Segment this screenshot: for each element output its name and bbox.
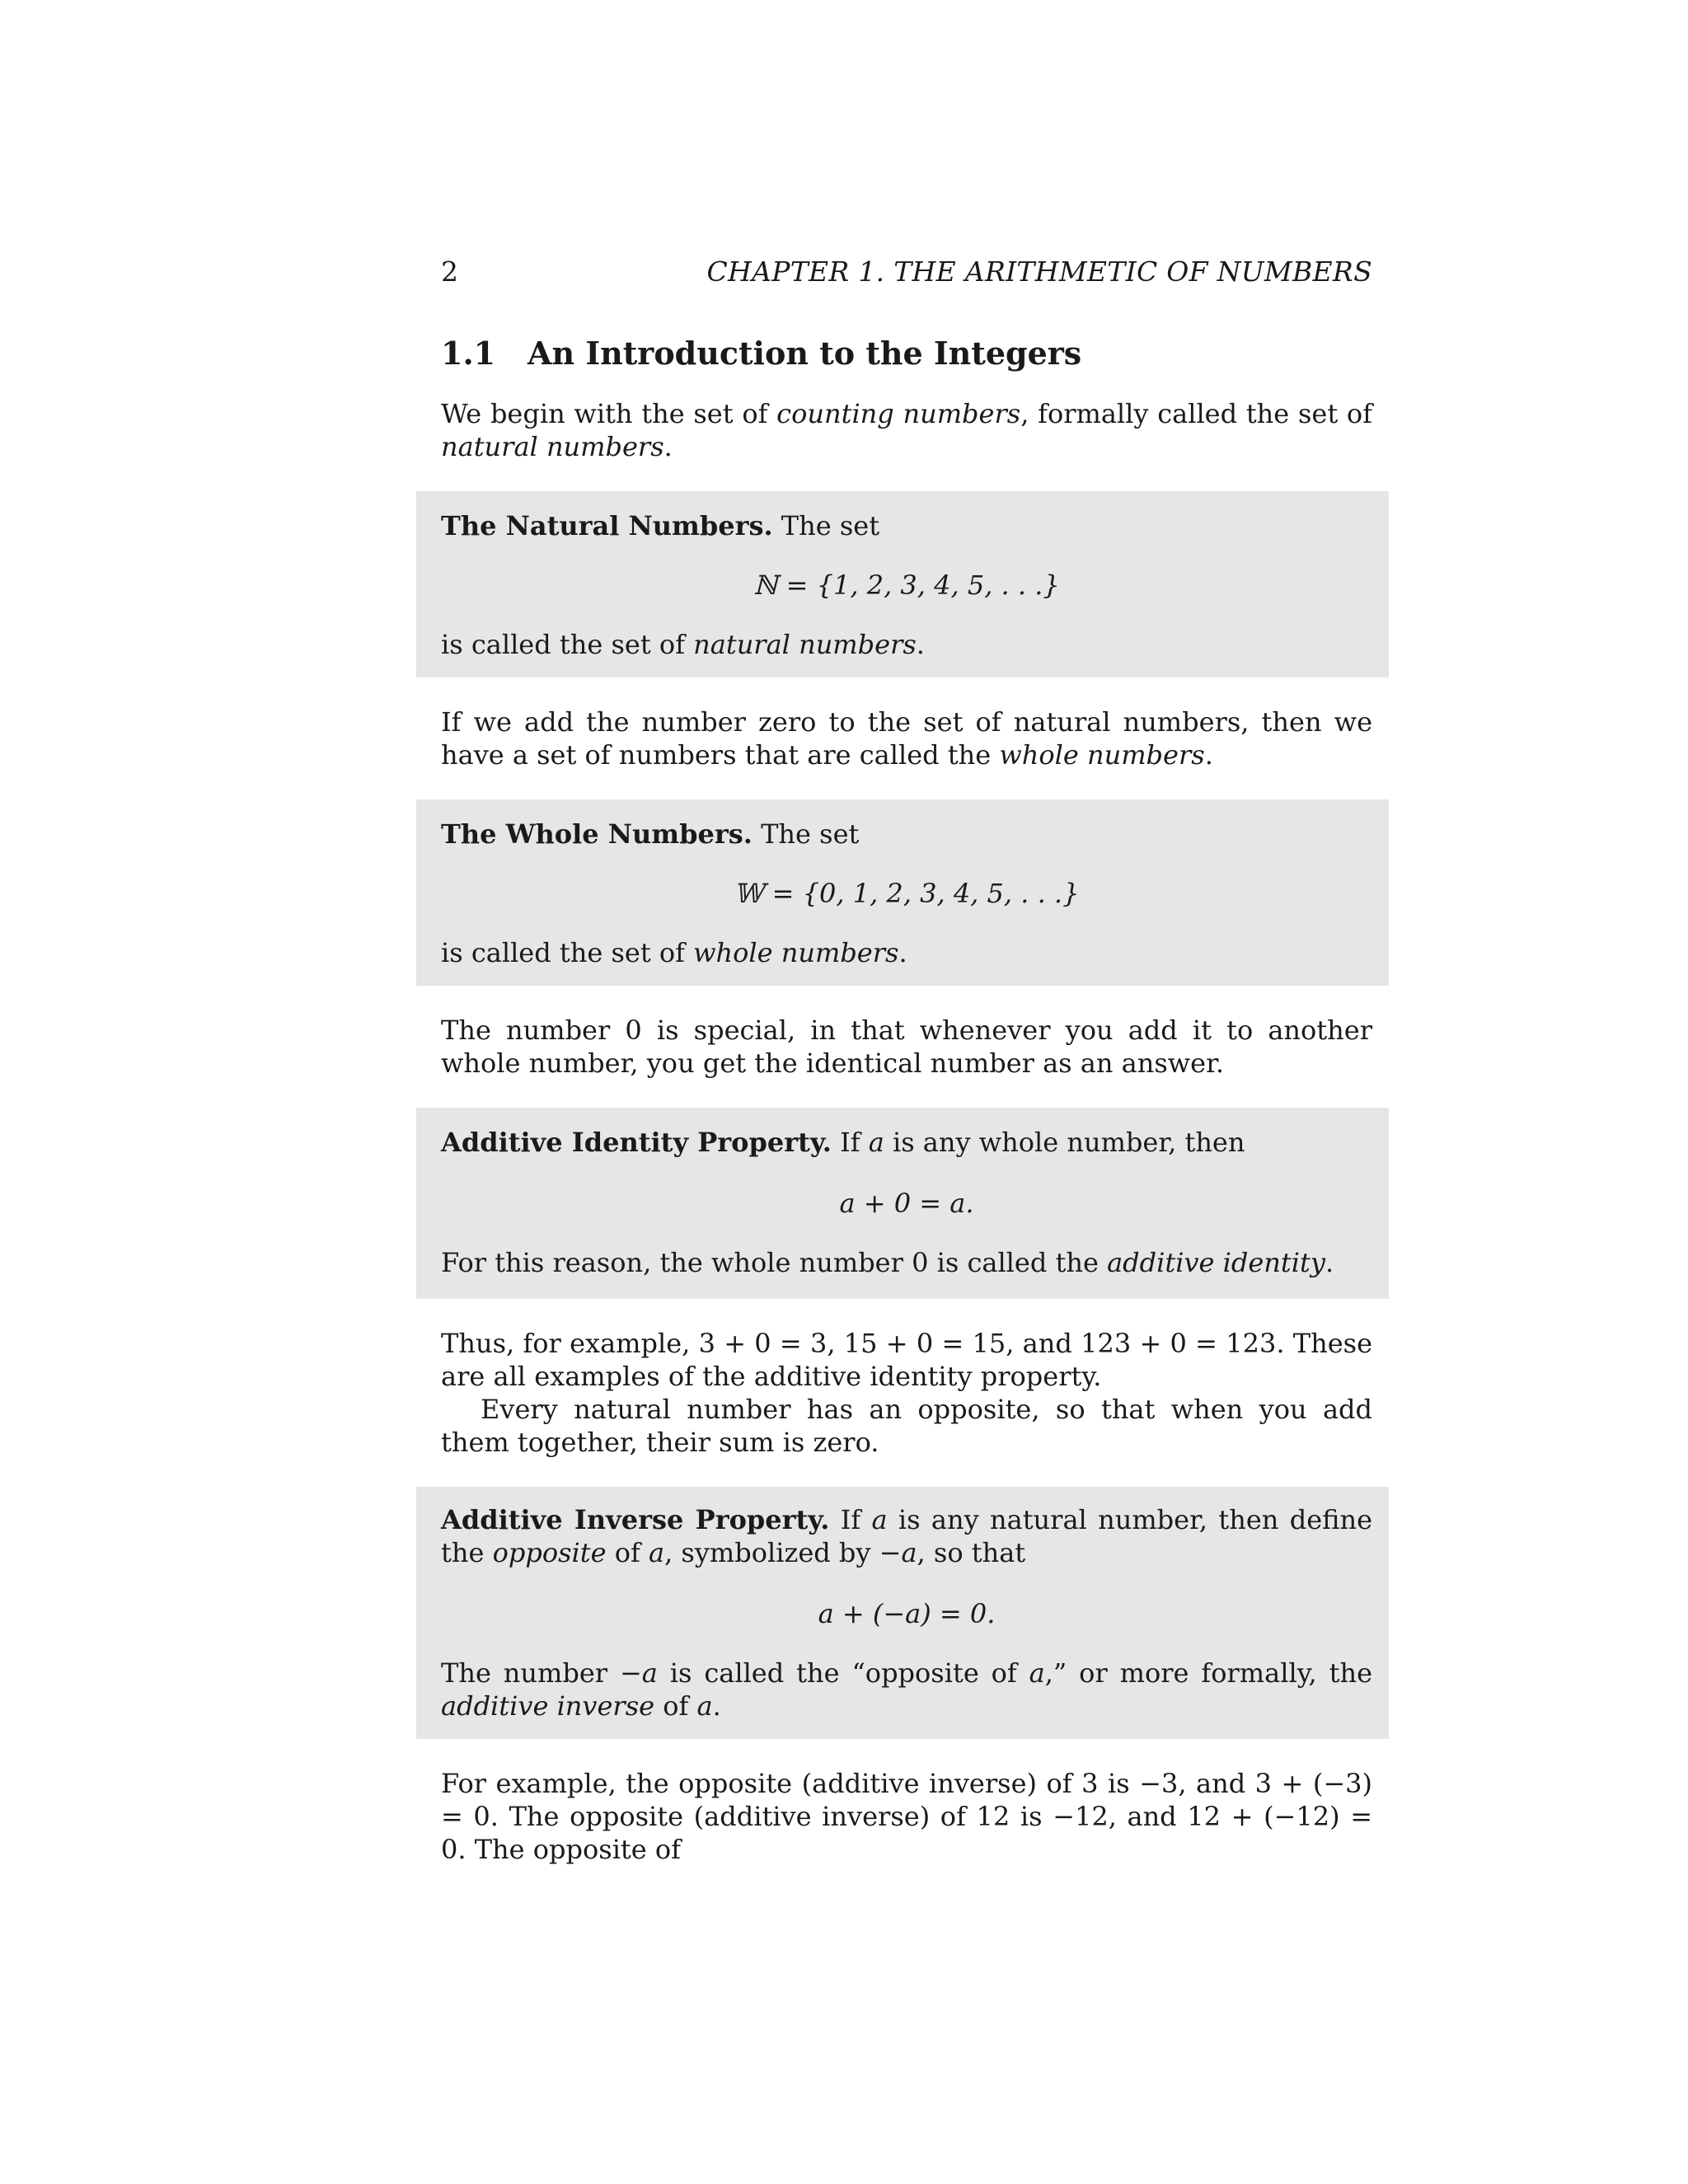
inverse-tail-3: ,” or more formally, the	[1044, 1657, 1373, 1689]
whole-numbers-box	[416, 799, 1389, 986]
page-header	[441, 254, 1372, 290]
page-number: 2	[441, 255, 458, 288]
inverse-tail-emph: additive inverse	[441, 1690, 655, 1722]
inverse-lead-e: , so that	[917, 1537, 1026, 1568]
inverse-box-tail	[441, 1657, 1372, 1722]
identity-var-a: a	[868, 1127, 884, 1158]
intro-text-1: We begin with the set of	[441, 398, 777, 429]
inverse-tail-2: is called the “opposite of	[657, 1657, 1029, 1689]
inverse-box-heading: Additive Inverse Property.	[441, 1504, 830, 1535]
final-paragraph: For example, the opposite (additive inverse) of 3 is −3, and 3 + (−3) = 0. The opposite (additive inverse) of 12 is −12, and 12 + (−12) = 0. The opposite of	[441, 1768, 1372, 1865]
identity-tail-end: .	[1325, 1247, 1334, 1278]
inverse-lead-a: If	[829, 1504, 872, 1535]
natural-box-tail-end: .	[916, 629, 925, 660]
whole-box-tail-text: is called the set of	[441, 937, 694, 968]
inverse-box-lead	[441, 1503, 1372, 1569]
identity-formula: a + 0 = a.	[839, 1188, 974, 1219]
intro-paragraph	[441, 397, 1372, 463]
natural-box-lead-text: The set	[772, 510, 880, 541]
section-number: 1.1	[441, 335, 496, 372]
inverse-var-neg-a: −a	[879, 1537, 917, 1568]
identity-box-heading: Additive Identity Property.	[441, 1127, 832, 1158]
natural-box-heading: The Natural Numbers.	[441, 510, 773, 541]
whole-box-lead-text: The set	[752, 818, 860, 850]
inverse-tail-1: The number	[441, 1657, 620, 1689]
natural-box-tail-emph: natural numbers	[693, 629, 917, 660]
inverse-lead-b: is any natural number, then define the	[441, 1504, 1373, 1568]
inverse-tail-var-a2: a	[696, 1690, 713, 1722]
natural-box-tail	[441, 628, 1372, 661]
inverse-tail-var-neg-a: −a	[619, 1657, 658, 1689]
whole-box-tail-end: .	[898, 937, 907, 968]
whole-box-heading: The Whole Numbers.	[441, 818, 753, 850]
identity-box-lead	[441, 1126, 1372, 1159]
additive-identity-box	[416, 1108, 1389, 1299]
whole-box-lead	[441, 818, 1372, 851]
running-title: CHAPTER 1. THE ARITHMETIC OF NUMBERS	[706, 255, 1372, 288]
identity-tail-emph: additive identity	[1107, 1247, 1325, 1278]
identity-box-tail	[441, 1246, 1372, 1279]
natural-set-formula: ℕ = {1, 2, 3, 4, 5, . . .}	[753, 569, 1060, 601]
inverse-tail-4: of	[654, 1690, 697, 1722]
intro-text-2: , formally called the set of	[1020, 398, 1373, 429]
intro-emph-natural: natural numbers	[441, 431, 664, 462]
additive-inverse-box	[416, 1487, 1389, 1739]
whole-box-tail-emph: whole numbers	[693, 937, 899, 968]
inverse-formula: a + (−a) = 0.	[818, 1598, 996, 1629]
identity-lead-1: If	[831, 1127, 869, 1158]
whole-box-tail	[441, 936, 1372, 969]
whole-para-emph: whole numbers	[999, 739, 1205, 771]
inverse-lead-c: of	[606, 1537, 649, 1568]
inverse-var-a2: a	[648, 1537, 665, 1568]
whole-set-formula: 𝕎 = {0, 1, 2, 3, 4, 5, . . .}	[734, 878, 1080, 909]
natural-box-lead	[441, 509, 1372, 542]
examples-paragraph: Thus, for example, 3 + 0 = 3, 15 + 0 = 15, and 123 + 0 = 123. These are all examples of the additive identity property.	[441, 1328, 1372, 1392]
identity-tail-text: For this reason, the whole number 0 is called the	[441, 1247, 1108, 1278]
whole-para-text: If we add the number zero to the set of natural numbers, then we have a set of numbers that are called the	[441, 706, 1372, 771]
section-title	[441, 333, 1081, 374]
section-heading: An Introduction to the Integers	[528, 335, 1082, 372]
whole-para-end: .	[1204, 739, 1213, 771]
opposite-paragraph: Every natural number has an opposite, so that when you add them together, their sum is zero.	[441, 1394, 1372, 1458]
inverse-var-a: a	[871, 1504, 888, 1535]
inverse-tail-5: .	[712, 1690, 721, 1722]
inverse-lead-d: , symbolized by	[664, 1537, 879, 1568]
intro-emph-counting: counting numbers	[776, 398, 1021, 429]
whole-numbers-paragraph	[441, 705, 1372, 771]
identity-lead-2: is any whole number, then	[884, 1127, 1245, 1158]
natural-numbers-box	[416, 491, 1389, 677]
natural-box-tail-text: is called the set of	[441, 629, 694, 660]
zero-paragraph: The number 0 is special, in that whenever you add it to another whole number, you get the identical number as an answer.	[441, 1015, 1372, 1079]
inverse-emph-opposite: opposite	[492, 1537, 607, 1568]
intro-text-3: .	[663, 431, 673, 462]
inverse-tail-var-a: a	[1029, 1657, 1045, 1689]
